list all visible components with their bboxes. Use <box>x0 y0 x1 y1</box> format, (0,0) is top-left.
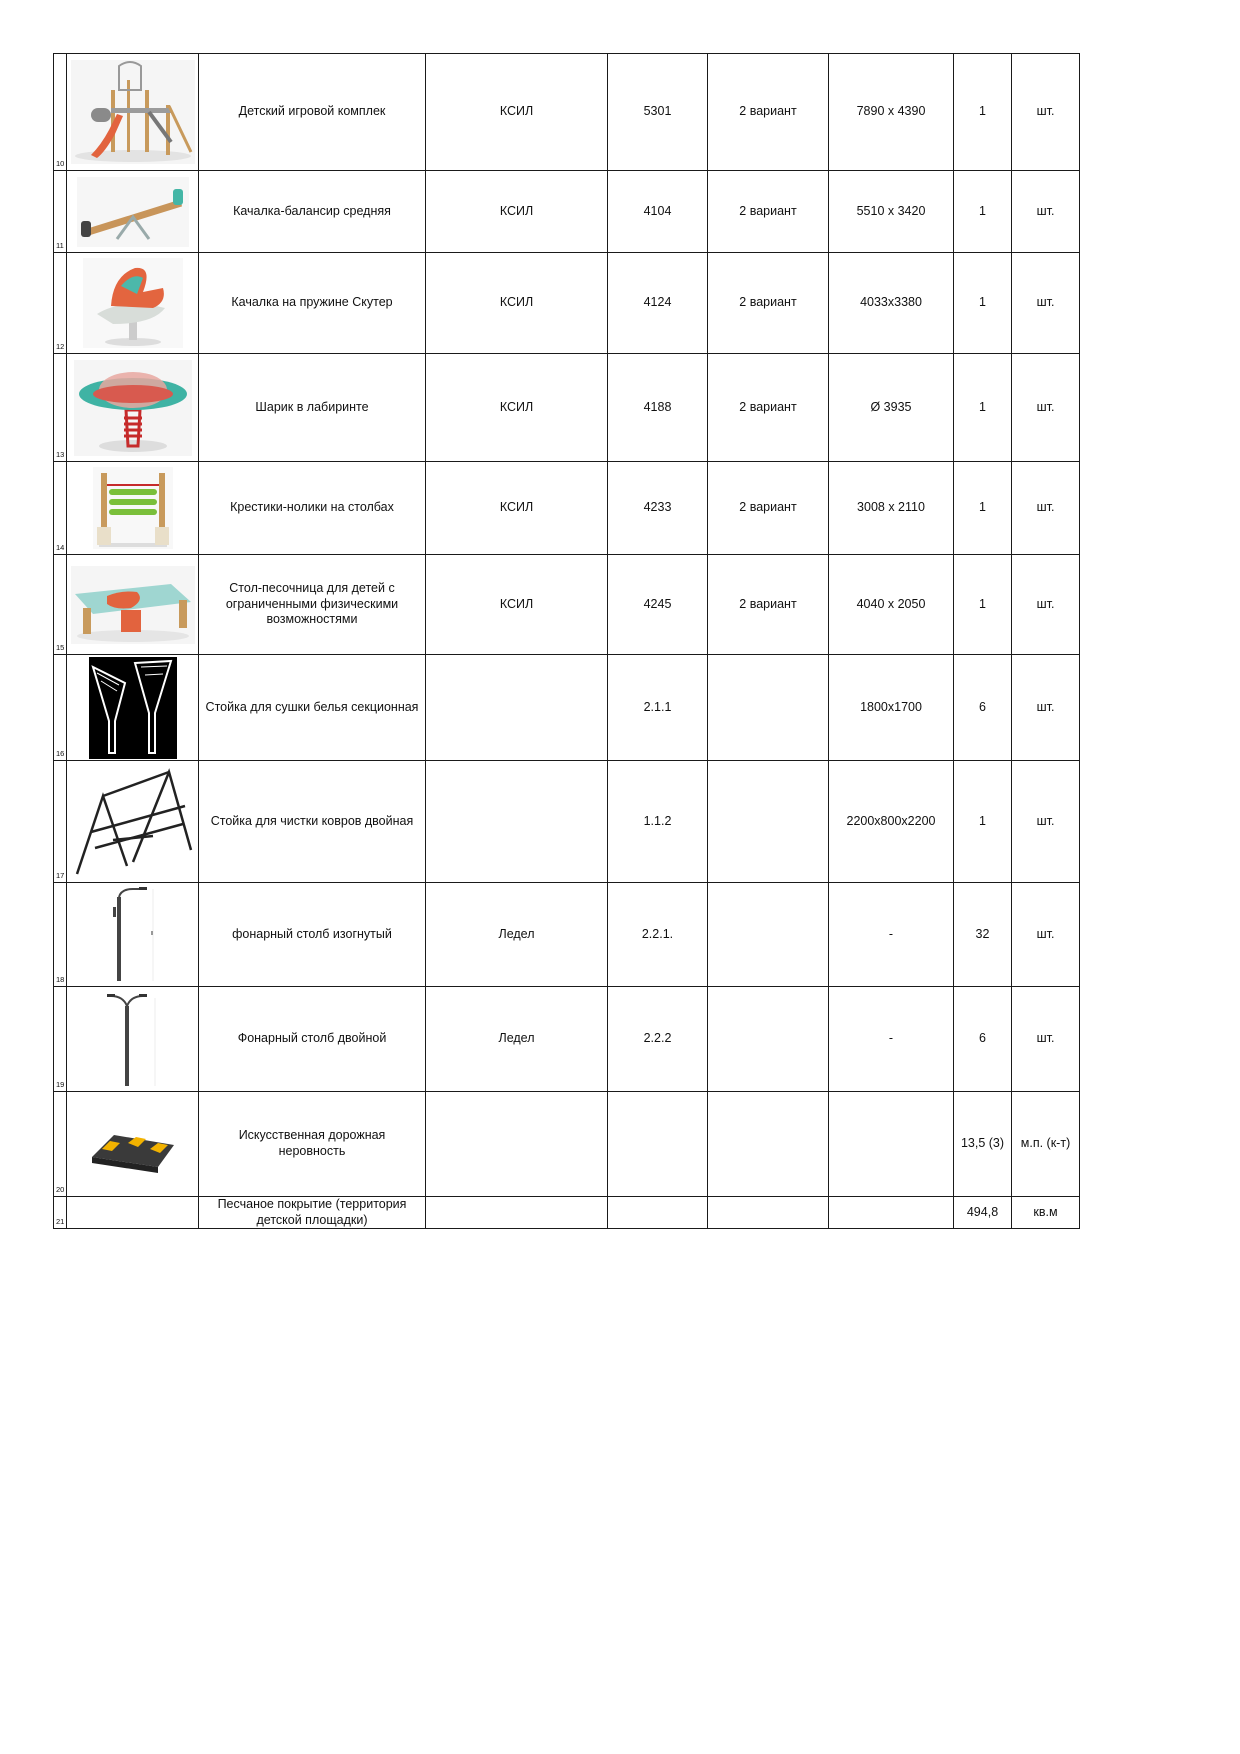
item-name: Качалка-балансир средняя <box>233 203 391 218</box>
variant-cell <box>708 54 829 171</box>
product-image-cell <box>67 1092 199 1197</box>
row-number: 19 <box>56 1079 65 1089</box>
unit-cell <box>1012 761 1080 883</box>
table-row <box>54 54 1080 171</box>
item-name-cell <box>199 54 426 171</box>
catalog-code: 4245 <box>643 596 672 611</box>
product-image-cell <box>67 253 199 354</box>
catalog-code: 4124 <box>643 295 672 310</box>
catalog-code: 4104 <box>643 203 672 218</box>
dimensions: 3008 х 2110 <box>857 500 925 515</box>
seesaw-image <box>67 177 198 247</box>
variant-cell <box>708 354 829 462</box>
catalog-code: 4233 <box>643 500 672 515</box>
table-body <box>54 54 1080 1229</box>
dimensions-cell <box>829 555 954 655</box>
unit-cell <box>1012 253 1080 354</box>
manufacturer: Ледел <box>498 926 535 941</box>
unit: шт. <box>1036 500 1055 515</box>
variant-cell <box>708 883 829 987</box>
catalog-code-cell <box>608 555 708 655</box>
dimensions: 4040 х 2050 <box>856 596 926 611</box>
unit: шт. <box>1036 104 1055 119</box>
catalog-code: 2.2.2 <box>643 1031 672 1046</box>
drying-rack-image <box>67 657 198 759</box>
dimensions-cell <box>829 883 954 987</box>
manufacturer: КСИЛ <box>499 596 534 611</box>
dimensions: 4033х3380 <box>860 295 922 310</box>
dimensions-cell <box>829 655 954 761</box>
variant: 2 вариант <box>739 203 797 218</box>
dimensions: - <box>888 1031 894 1046</box>
unit-cell <box>1012 171 1080 253</box>
row-number-cell <box>54 655 67 761</box>
manufacturer-cell <box>426 54 608 171</box>
quantity-cell <box>954 171 1012 253</box>
unit-cell <box>1012 655 1080 761</box>
item-name-cell <box>199 462 426 555</box>
variant-cell <box>708 1197 829 1229</box>
dimensions: Ø 3935 <box>870 399 912 414</box>
unit-cell <box>1012 555 1080 655</box>
unit: м.п. (к-т) <box>1020 1136 1071 1151</box>
unit: шт. <box>1036 813 1055 828</box>
row-number: 21 <box>56 1216 65 1226</box>
manufacturer: КСИЛ <box>499 500 534 515</box>
item-name: Искусственная дорожная неровность <box>238 1128 386 1158</box>
catalog-code-cell <box>608 987 708 1092</box>
unit: шт. <box>1036 596 1055 611</box>
item-name: Стойка для чистки ковров двойная <box>210 813 414 828</box>
row-number-cell <box>54 1092 67 1197</box>
row-number-cell <box>54 761 67 883</box>
table-row <box>54 761 1080 883</box>
playground-complex-image <box>67 60 198 164</box>
catalog-code-cell <box>608 354 708 462</box>
equipment-table <box>53 53 1080 1229</box>
bent-lamp-post-image <box>67 887 198 983</box>
manufacturer-cell <box>426 253 608 354</box>
product-image-cell <box>67 171 199 253</box>
row-number-cell <box>54 883 67 987</box>
product-image-cell <box>67 462 199 555</box>
variant-cell <box>708 555 829 655</box>
item-name: Стол-песочница для детей с ограниченными физическими возможностями <box>225 581 399 627</box>
item-name: Крестики-нолики на столбах <box>230 500 394 515</box>
catalog-code-cell <box>608 54 708 171</box>
catalog-code-cell <box>608 171 708 253</box>
manufacturer-cell <box>426 761 608 883</box>
item-name: Стойка для сушки белья секционная <box>205 699 419 714</box>
product-image-cell <box>67 883 199 987</box>
manufacturer-cell <box>426 655 608 761</box>
dimensions-cell <box>829 354 954 462</box>
row-number: 12 <box>56 341 65 351</box>
quantity: 1 <box>979 203 986 218</box>
product-image-cell <box>67 555 199 655</box>
catalog-code: 5301 <box>643 104 672 119</box>
item-name-cell <box>199 761 426 883</box>
dimensions-cell <box>829 171 954 253</box>
catalog-code-cell <box>608 253 708 354</box>
variant: 2 вариант <box>739 104 797 119</box>
unit-cell <box>1012 883 1080 987</box>
catalog-code: 2.1.1 <box>643 699 672 714</box>
catalog-code: 1.1.2 <box>643 813 672 828</box>
unit: кв.м <box>1033 1204 1058 1219</box>
manufacturer-cell <box>426 171 608 253</box>
manufacturer-cell <box>426 1197 608 1229</box>
item-name-cell <box>199 1092 426 1197</box>
catalog-code-cell <box>608 883 708 987</box>
dimensions: 5510 х 3420 <box>856 203 926 218</box>
quantity-cell <box>954 253 1012 354</box>
row-number-cell <box>54 253 67 354</box>
quantity: 1 <box>979 500 986 515</box>
row-number-cell <box>54 171 67 253</box>
variant-cell <box>708 253 829 354</box>
variant-cell <box>708 761 829 883</box>
row-number: 18 <box>56 974 65 984</box>
row-number: 14 <box>56 542 65 552</box>
variant: 2 вариант <box>739 596 797 611</box>
sandbox-table-image <box>67 566 198 644</box>
row-number-cell <box>54 462 67 555</box>
row-number-cell <box>54 54 67 171</box>
table-row <box>54 883 1080 987</box>
catalog-code-cell <box>608 761 708 883</box>
quantity: 13,5 (3) <box>960 1136 1005 1151</box>
item-name: Фонарный столб двойной <box>237 1031 387 1046</box>
quantity-cell <box>954 555 1012 655</box>
unit: шт. <box>1036 1031 1055 1046</box>
unit-cell <box>1012 54 1080 171</box>
quantity-cell <box>954 54 1012 171</box>
item-name: Шарик в лабиринте <box>255 399 369 414</box>
manufacturer-cell <box>426 883 608 987</box>
dimensions-cell <box>829 761 954 883</box>
row-number: 20 <box>56 1184 65 1194</box>
manufacturer: Ледел <box>498 1031 535 1046</box>
manufacturer: КСИЛ <box>499 203 534 218</box>
unit: шт. <box>1036 295 1055 310</box>
variant-cell <box>708 1092 829 1197</box>
quantity: 494,8 <box>966 1204 999 1219</box>
quantity-cell <box>954 655 1012 761</box>
spring-rocker-image <box>67 258 198 348</box>
ball-labyrinth-image <box>67 360 198 456</box>
variant: 2 вариант <box>739 500 797 515</box>
quantity-cell <box>954 1092 1012 1197</box>
row-number: 16 <box>56 748 65 758</box>
unit: шт. <box>1036 926 1055 941</box>
quantity-cell <box>954 761 1012 883</box>
manufacturer-cell <box>426 462 608 555</box>
manufacturer: КСИЛ <box>499 104 534 119</box>
quantity: 1 <box>979 813 986 828</box>
table-row <box>54 354 1080 462</box>
quantity: 1 <box>979 399 986 414</box>
dimensions: 7890 х 4390 <box>856 104 926 119</box>
table-row <box>54 1197 1080 1229</box>
quantity-cell <box>954 1197 1012 1229</box>
unit-cell <box>1012 462 1080 555</box>
item-name-cell <box>199 655 426 761</box>
row-number: 10 <box>56 158 65 168</box>
tic-tac-toe-image <box>67 467 198 549</box>
row-number-cell <box>54 555 67 655</box>
unit-cell <box>1012 987 1080 1092</box>
quantity: 1 <box>979 295 986 310</box>
speed-bump-image <box>67 1109 198 1179</box>
row-number-cell <box>54 987 67 1092</box>
manufacturer-cell <box>426 987 608 1092</box>
dimensions-cell <box>829 54 954 171</box>
quantity-cell <box>954 883 1012 987</box>
item-name-cell <box>199 555 426 655</box>
table-row <box>54 1092 1080 1197</box>
manufacturer: КСИЛ <box>499 399 534 414</box>
item-name-cell <box>199 253 426 354</box>
variant-cell <box>708 171 829 253</box>
item-name: Качалка на пружине Скутер <box>231 295 393 310</box>
unit: шт. <box>1036 203 1055 218</box>
variant-cell <box>708 462 829 555</box>
dimensions: 1800х1700 <box>860 699 922 714</box>
variant-cell <box>708 655 829 761</box>
item-name-cell <box>199 1197 426 1229</box>
carpet-rack-image <box>67 766 198 878</box>
variant-cell <box>708 987 829 1092</box>
quantity-cell <box>954 354 1012 462</box>
dimensions-cell <box>829 1092 954 1197</box>
item-name-cell <box>199 883 426 987</box>
manufacturer: КСИЛ <box>499 295 534 310</box>
quantity-cell <box>954 462 1012 555</box>
quantity: 6 <box>979 1031 986 1046</box>
table-row <box>54 655 1080 761</box>
quantity: 1 <box>979 596 986 611</box>
catalog-code: 2.2.1. <box>641 926 674 941</box>
row-number: 15 <box>56 642 65 652</box>
quantity: 6 <box>979 699 986 714</box>
row-number: 17 <box>56 870 65 880</box>
unit: шт. <box>1036 399 1055 414</box>
table-row <box>54 555 1080 655</box>
product-image-cell <box>67 1197 199 1229</box>
quantity: 32 <box>975 926 990 941</box>
row-number: 13 <box>56 449 65 459</box>
dimensions-cell <box>829 462 954 555</box>
catalog-code: 4188 <box>643 399 672 414</box>
row-number-cell <box>54 354 67 462</box>
item-name: Детский игровой комплек <box>238 104 386 119</box>
variant: 2 вариант <box>739 295 797 310</box>
table-row <box>54 462 1080 555</box>
quantity-cell <box>954 987 1012 1092</box>
dimensions: 2200х800х2200 <box>846 813 936 828</box>
unit-cell <box>1012 1197 1080 1229</box>
table-row <box>54 987 1080 1092</box>
item-name: фонарный столб изогнутый <box>232 926 392 941</box>
catalog-code-cell <box>608 1092 708 1197</box>
manufacturer-cell <box>426 354 608 462</box>
unit-cell <box>1012 1092 1080 1197</box>
dimensions-cell <box>829 987 954 1092</box>
table-row <box>54 253 1080 354</box>
item-name: Песчаное покрытие (территория детской площадки) <box>217 1197 407 1227</box>
dimensions-cell <box>829 253 954 354</box>
item-name-cell <box>199 987 426 1092</box>
dimensions-cell <box>829 1197 954 1229</box>
manufacturer-cell <box>426 555 608 655</box>
catalog-code-cell <box>608 462 708 555</box>
row-number-cell <box>54 1197 67 1229</box>
manufacturer-cell <box>426 1092 608 1197</box>
variant: 2 вариант <box>739 399 797 414</box>
product-image-cell <box>67 655 199 761</box>
item-name-cell <box>199 354 426 462</box>
quantity: 1 <box>979 104 986 119</box>
product-image-cell <box>67 761 199 883</box>
item-name-cell <box>199 171 426 253</box>
product-image-cell <box>67 54 199 171</box>
product-image-cell <box>67 354 199 462</box>
catalog-code-cell <box>608 655 708 761</box>
unit: шт. <box>1036 699 1055 714</box>
row-number: 11 <box>56 240 64 250</box>
catalog-code-cell <box>608 1197 708 1229</box>
dimensions: - <box>888 926 894 941</box>
table-row <box>54 171 1080 253</box>
double-lamp-post-image <box>67 990 198 1088</box>
product-image-cell <box>67 987 199 1092</box>
unit-cell <box>1012 354 1080 462</box>
